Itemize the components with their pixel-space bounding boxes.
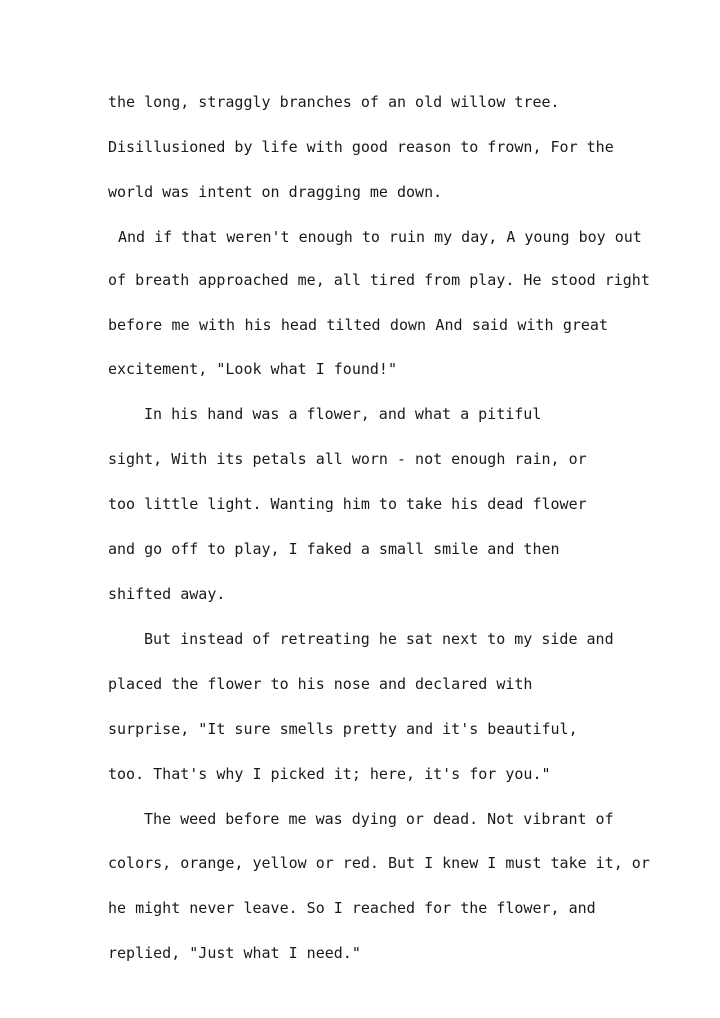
text-line: the long, straggly branches of an old willow tree. bbox=[108, 93, 560, 111]
text-line: The weed before me was dying or dead. Not vibrant of bbox=[144, 810, 614, 828]
text-line: too little light. Wanting him to take his dead flower bbox=[108, 495, 587, 513]
text-line: world was intent on dragging me down. bbox=[108, 183, 443, 201]
text-line: Disillusioned by life with good reason to frown, For the bbox=[108, 138, 614, 156]
text-line: shifted away. bbox=[108, 585, 226, 603]
text-line: of breath approached me, all tired from play. He stood right bbox=[108, 271, 650, 289]
text-line: replied, "Just what I need." bbox=[108, 944, 361, 962]
text-line: he might never leave. So I reached for the flower, and bbox=[108, 899, 596, 917]
text-line: surprise, "It sure smells pretty and it's beautiful, bbox=[108, 720, 578, 738]
text-line: But instead of retreating he sat next to my side and bbox=[144, 630, 614, 648]
text-line: placed the flower to his nose and declared with bbox=[108, 675, 533, 693]
text-line: and go off to play, I faked a small smile and then bbox=[108, 540, 560, 558]
text-line: And if that weren't enough to ruin my day, A young boy out bbox=[118, 228, 642, 246]
text-line: too. That's why I picked it; here, it's for you." bbox=[108, 765, 551, 783]
text-line: before me with his head tilted down And said with great bbox=[108, 316, 608, 334]
text-line: In his hand was a flower, and what a pitiful bbox=[144, 405, 542, 423]
text-line: colors, orange, yellow or red. But I knew I must take it, or bbox=[108, 854, 650, 872]
text-line: sight, With its petals all worn - not enough rain, or bbox=[108, 450, 587, 468]
text-line: excitement, "Look what I found!" bbox=[108, 360, 397, 378]
